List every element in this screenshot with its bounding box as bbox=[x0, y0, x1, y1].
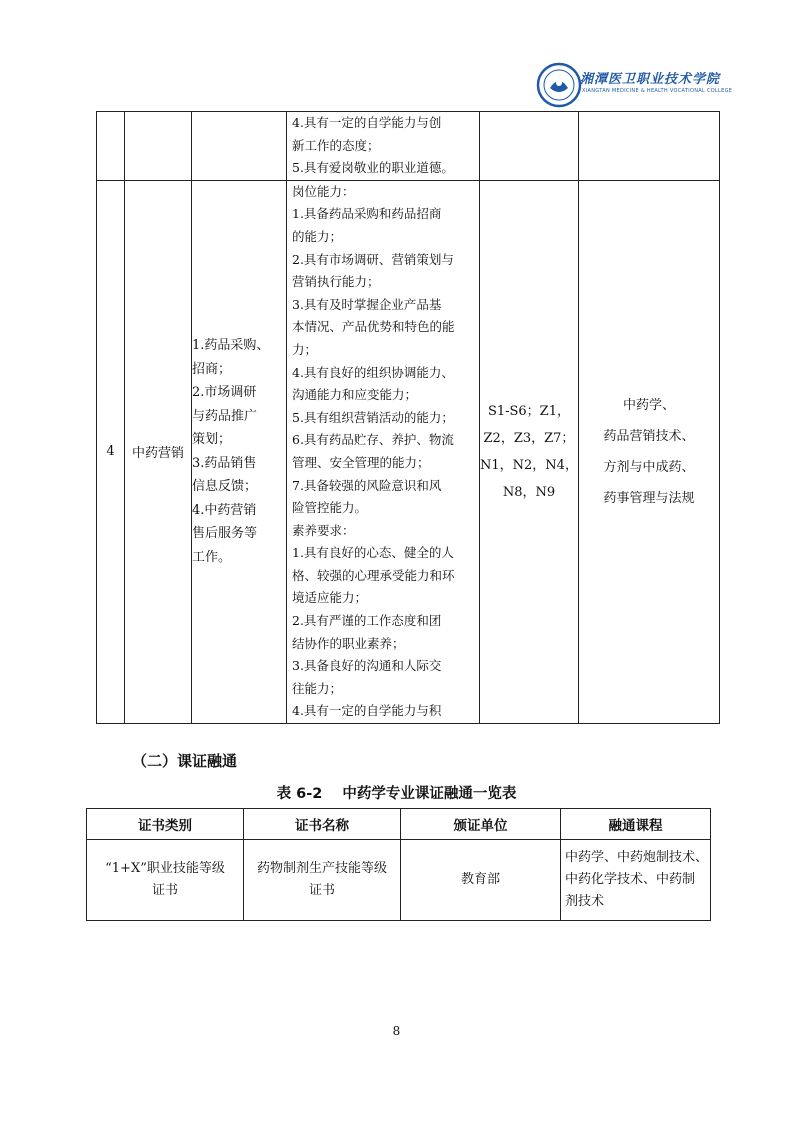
ability-line: 力； bbox=[292, 341, 318, 357]
table-caption-text: 中药学专业课证融通一览表 bbox=[342, 786, 517, 802]
course-line: 中药学、 bbox=[622, 397, 675, 413]
section-heading: （二）课证融通 bbox=[132, 752, 238, 770]
ability-line: 沟通能力和应变能力； bbox=[292, 387, 418, 403]
responsibility-line: 3.药品销售 bbox=[192, 455, 257, 471]
responsibility-line: 1.药品采购、 bbox=[192, 338, 270, 354]
ability-line: 7.具备较强的风险意识和风 bbox=[292, 477, 442, 493]
responsibility-line: 招商； bbox=[192, 361, 232, 377]
ability-line: 格、较强的心理承受能力和环 bbox=[292, 567, 455, 583]
ability-line: 营销执行能力； bbox=[292, 274, 380, 290]
code-line: N1，N2，N4， bbox=[480, 457, 578, 473]
ability-line: 管理、安全管理的能力； bbox=[292, 454, 430, 470]
integrated-course-line: 中药学、中药炮制技术、 bbox=[565, 850, 709, 865]
table-caption bbox=[0, 782, 793, 803]
code-line: Z2，Z3，Z7； bbox=[483, 430, 575, 446]
code-cell bbox=[480, 112, 579, 181]
ability-line: 6.具有药品贮存、养护、物流 bbox=[292, 432, 454, 448]
responsibility-cell bbox=[192, 112, 287, 181]
table-row bbox=[97, 112, 720, 181]
responsibility-line: 信息反馈； bbox=[192, 479, 258, 495]
certificate-category-line: 证书 bbox=[151, 883, 178, 898]
college-logo bbox=[536, 62, 736, 108]
table-header-row bbox=[87, 809, 711, 840]
ability-line: 2.具有严谨的工作态度和团 bbox=[292, 613, 442, 629]
integrated-course-line: 剂技术 bbox=[565, 894, 605, 909]
table-row bbox=[87, 840, 711, 921]
responsibility-line: 售后服务等 bbox=[192, 526, 258, 542]
ability-list bbox=[287, 180, 480, 723]
job-ability-table bbox=[96, 111, 720, 724]
column-header: 融通课程 bbox=[561, 809, 711, 840]
position-name: 中药营销 bbox=[125, 180, 192, 723]
ability-line: 往能力； bbox=[292, 680, 343, 696]
responsibility-line: 工作。 bbox=[192, 549, 232, 565]
ability-line: 3.具备良好的沟通和人际交 bbox=[292, 658, 442, 674]
responsibility-line: 与药品推广 bbox=[192, 408, 258, 424]
column-header: 证书类别 bbox=[87, 809, 244, 840]
issuing-body: 教育部 bbox=[401, 840, 561, 921]
course-cell bbox=[578, 112, 719, 181]
column-header: 颁证单位 bbox=[401, 809, 561, 840]
table-row bbox=[97, 180, 720, 723]
ability-line: 新工作的态度； bbox=[292, 137, 380, 153]
certificate-name bbox=[244, 840, 401, 921]
responsibility-line: 4.中药营销 bbox=[192, 502, 257, 518]
college-name-en: XIANGTAN MEDICINE & HEALTH VOCATIONAL COLLEGE bbox=[582, 88, 733, 94]
integrated-course-line: 中药化学技术、中药制 bbox=[565, 872, 696, 887]
certificate-name-line: 药物制剂生产技能等级 bbox=[256, 861, 387, 876]
ability-line: 本情况、产品优势和特色的能 bbox=[292, 319, 455, 335]
college-name-cn: 湘潭医卫职业技术学院 bbox=[580, 72, 721, 87]
responsibility-list bbox=[192, 180, 287, 723]
ability-line: 2.具有市场调研、营销策划与 bbox=[292, 251, 454, 267]
code-line: N8，N9 bbox=[502, 484, 556, 500]
ability-line: 4.具有一定的自学能力与创 bbox=[292, 115, 442, 130]
certificate-name-line: 证书 bbox=[308, 883, 335, 898]
course-line: 药品营销技术、 bbox=[603, 428, 695, 444]
ability-line: 5.具有组织营销活动的能力； bbox=[292, 409, 454, 425]
ability-line: 的能力； bbox=[292, 228, 343, 244]
certificate-category bbox=[87, 840, 244, 921]
standard-codes bbox=[480, 180, 579, 723]
page-number: 8 bbox=[392, 1024, 401, 1038]
row-index: 4 bbox=[97, 180, 125, 723]
ability-line: 险管控能力。 bbox=[292, 500, 368, 516]
certificate-course-table bbox=[86, 808, 711, 921]
table-caption-number: 表 6-2 bbox=[276, 786, 323, 802]
ability-line: 结协作的职业素养； bbox=[292, 635, 405, 651]
ability-line: 3.具有及时掌握企业产品基 bbox=[292, 296, 442, 312]
ability-cell bbox=[287, 112, 480, 181]
responsibility-line: 策划； bbox=[192, 432, 232, 448]
ability-line: 素养要求： bbox=[292, 522, 355, 538]
column-header: 证书名称 bbox=[244, 809, 401, 840]
ability-line: 1.具有良好的心态、健全的人 bbox=[292, 545, 454, 561]
ability-line: 4.具有良好的组织协调能力、 bbox=[292, 364, 454, 380]
ability-line: 境适应能力； bbox=[292, 590, 368, 606]
ability-line: 岗位能力： bbox=[292, 183, 355, 199]
integrated-courses bbox=[561, 840, 711, 921]
responsibility-line: 2.市场调研 bbox=[192, 385, 257, 401]
index-cell bbox=[97, 112, 125, 181]
ability-line: 1.具备药品采购和药品招商 bbox=[292, 206, 442, 222]
ability-line: 5.具有爱岗敬业的职业道德。 bbox=[292, 160, 454, 176]
course-line: 方剂与中成药、 bbox=[603, 459, 695, 475]
college-seal-icon bbox=[536, 62, 582, 108]
certificate-category-line: “1+X”职业技能等级 bbox=[105, 861, 225, 876]
code-line: S1-S6；Z1， bbox=[487, 403, 570, 419]
ability-line: 4.具有一定的自学能力与积 bbox=[292, 703, 442, 719]
position-cell bbox=[125, 112, 192, 181]
course-line: 药事管理与法规 bbox=[603, 490, 695, 506]
related-courses bbox=[578, 180, 719, 723]
